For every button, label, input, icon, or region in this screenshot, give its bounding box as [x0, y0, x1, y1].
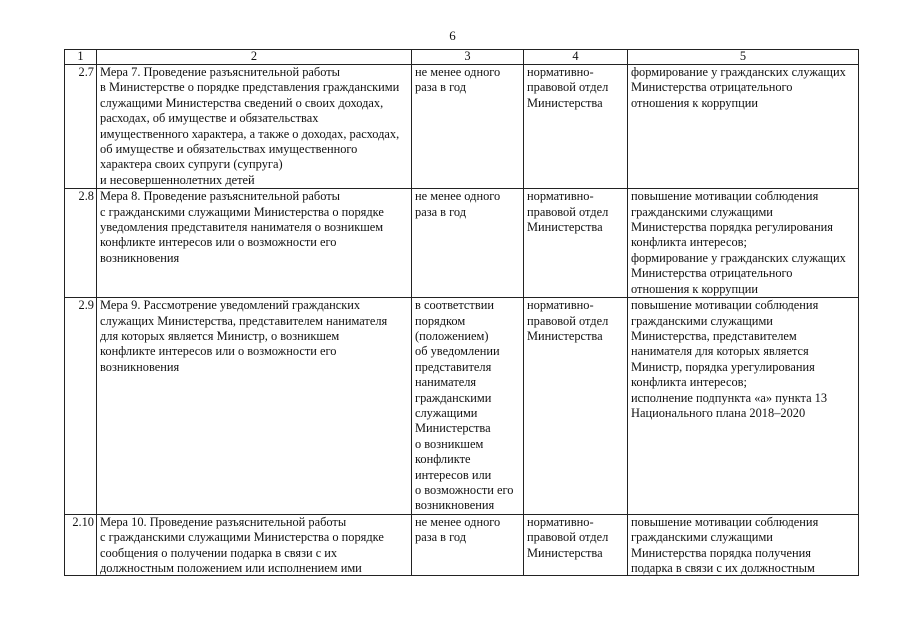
column-header-5: 5 — [628, 50, 859, 65]
result-cell — [628, 514, 859, 575]
table-row — [65, 65, 859, 189]
responsible-cell: нормативно- правовой отдел Министерства — [524, 189, 628, 298]
table-header-row — [65, 50, 859, 65]
deadline-cell: не менее одного раза в год — [412, 65, 524, 189]
deadline-cell: не менее одного раза в год — [412, 189, 524, 298]
table-row — [65, 298, 859, 515]
measure-cell: Мера 9. Рассмотрение уведомлений гражданских служащих Министерства, представителем нанимателя для которых является Министр, о возникшем конфликте интересов или о возможности его возникновения — [97, 298, 412, 515]
result-cell: повышение мотивации соблюдения гражданскими служащими Министерства, представителем нанимателя для которых является Министр, порядка урегулирования конфликта интересов; исполнение подпункта «а» пункта 13 Национального плана 2018–2020 — [628, 298, 859, 515]
result-cell: повышение мотивации соблюдения гражданскими служащими Министерства порядка регулирования конфликта интересов; формирование у гражданских служащих Министерства отрицательного отношения к коррупции — [628, 189, 859, 298]
column-header-2: 2 — [97, 50, 412, 65]
result-text: повышение мотивации соблюдения гражданскими служащими Министерства порядка получения подарка в связи с их должностным — [631, 514, 819, 575]
column-header-4: 4 — [524, 50, 628, 65]
responsible-cell: нормативно- правовой отдел Министерства — [524, 298, 628, 515]
row-number: 2.9 — [65, 298, 97, 515]
measures-table — [64, 49, 859, 576]
deadline-cell — [412, 514, 524, 575]
measure-cell — [97, 514, 412, 575]
measure-cell: Мера 8. Проведение разъяснительной работы с гражданскими служащими Министерства о порядке уведомления представителя нанимателя о возникшем конфликте интересов или о возможности его возникновения — [97, 189, 412, 298]
responsible-text: нормативно- правовой отдел Министерства — [527, 514, 609, 560]
deadline-cell: в соответствии порядком (положением) об уведомлении представителя нанимателя гражданскими служащими Министерства о возникшем конфликте интересов или о возможности его возникновения — [412, 298, 524, 515]
row-number: 2.7 — [65, 65, 97, 189]
row-number-text: 2.10 — [72, 514, 94, 529]
row-number — [65, 514, 97, 575]
measure-text: Мера 10. Проведение разъяснительной работы с гражданскими служащими Министерства о порядке сообщения о получении подарка в связи с их должностным положением или исполнением ими — [100, 514, 384, 575]
column-header-3: 3 — [412, 50, 524, 65]
result-cell: формирование у гражданских служащих Министерства отрицательного отношения к коррупции — [628, 65, 859, 189]
responsible-cell — [524, 514, 628, 575]
responsible-cell: нормативно- правовой отдел Министерства — [524, 65, 628, 189]
column-header-1: 1 — [65, 50, 97, 65]
table-row — [65, 514, 859, 575]
measure-cell: Мера 7. Проведение разъяснительной работы в Министерстве о порядке представления гражданскими служащими Министерства сведений о своих доходах, расходах, об имуществе и обязательствах имущественного характера, а также о доходах, расходах, об имуществе и обязательствах имущественного характера своих супруги (супруга) и несовершеннолетних детей — [97, 65, 412, 189]
row-number: 2.8 — [65, 189, 97, 298]
page-number: 6 — [449, 28, 456, 43]
table-row — [65, 189, 859, 298]
deadline-text: не менее одного раза в год — [415, 514, 501, 545]
